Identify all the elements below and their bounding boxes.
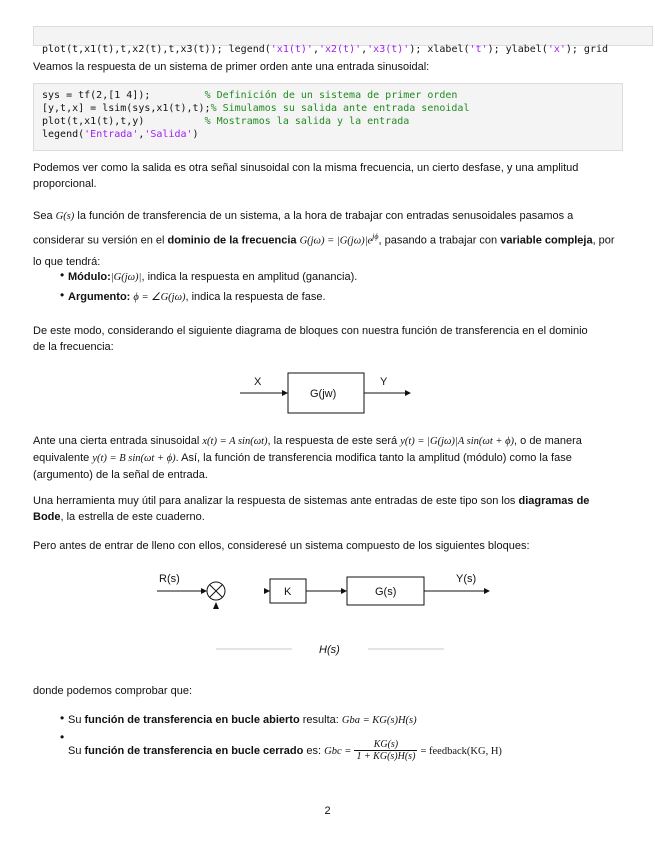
- code-string: 'x1(t)': [270, 44, 313, 55]
- code-text: ,: [312, 44, 319, 55]
- math: ϕ = ∠G(jω): [133, 292, 186, 303]
- code-string: 't': [469, 44, 488, 55]
- paragraph-donde: donde podemos comprobar que:: [33, 685, 192, 697]
- label-X: X: [254, 376, 262, 388]
- label-block: G(jw): [310, 388, 337, 400]
- label-Y: Y: [380, 376, 388, 388]
- bullet-icon: •: [60, 730, 65, 744]
- text: , la respuesta de este será: [267, 435, 401, 447]
- text: , indica la respuesta de fase.: [185, 291, 326, 303]
- bullet-icon: •: [60, 288, 65, 302]
- math-gba: Gba = KG(s)H(s): [341, 715, 417, 726]
- bold-label: Módulo:: [68, 271, 111, 283]
- label-K: K: [284, 586, 292, 598]
- math-G: G(s): [55, 211, 75, 222]
- bullet-bucle-abierto: [60, 711, 417, 728]
- bullet-argumento: [60, 288, 326, 305]
- code-string: 'Salida': [144, 129, 193, 140]
- code-text: ); grid: [565, 44, 609, 55]
- fraction-denominator: 1 + KG(s)H(s): [356, 751, 416, 762]
- code-comment-2: % Simulamos su salida ante entrada senoidal: [210, 103, 470, 114]
- bold-cerrado: función de transferencia en bucle cerrado: [84, 745, 304, 758]
- math-sup: jϕ: [372, 232, 379, 241]
- fraction: [354, 739, 417, 762]
- bullet-icon: •: [60, 268, 65, 282]
- bullet-icon: •: [60, 711, 65, 725]
- code-block-lsim: [33, 83, 623, 151]
- label-R: R(s): [159, 573, 180, 585]
- paragraph-pero: Pero antes de entrar de lleno con ellos, consideresé un sistema compuesto de los siguientes bloques:: [33, 540, 530, 552]
- paragraph-salida: Podemos ver como la salida es otra señal sinusoidal con la misma frecuencia, un cierto desfase, y una amplitud proporcional.: [33, 162, 579, 190]
- paragraph-sea: [33, 206, 623, 272]
- code-string: 'x': [547, 44, 566, 55]
- bold-dominio: dominio de la frecuencia: [167, 234, 297, 247]
- code-comment-3: % Mostramos la salida y la entrada: [204, 116, 410, 127]
- code-line-1: sys = tf(2,[1 4]);: [42, 90, 205, 101]
- code-text: plot(t,x1(t),t,x2(t),t,x3(t)); legend(: [42, 44, 271, 55]
- math-feedback: = feedback(KG, H): [420, 746, 502, 758]
- fraction-numerator: KG(s): [354, 739, 417, 751]
- code-string: 'Entrada': [84, 129, 139, 140]
- text: , pasando a trabajar con: [378, 234, 501, 247]
- bullet-bucle-cerrado: [60, 730, 502, 762]
- math-gbc: Gbc =: [324, 746, 352, 758]
- code-text: ): [192, 129, 199, 140]
- bullet-modulo: [60, 268, 358, 285]
- text: , indica la respuesta en amplitud (ganancia).: [141, 271, 358, 283]
- text: , la estrella de este cuaderno.: [60, 511, 205, 523]
- block-diagram-2: [0, 565, 655, 665]
- bold-label: Argumento:: [68, 291, 131, 303]
- code-text: ); xlabel(: [409, 44, 470, 55]
- text: Su: [68, 714, 85, 726]
- code-line-3: plot(t,x1(t),t,y): [42, 116, 205, 127]
- bold-bode: diagramas de Bode: [33, 495, 590, 523]
- text: . Así, la función de transferencia modifica tanto la amplitud (módulo) como la fase (argumento) de la señal de entrada.: [33, 452, 572, 481]
- label-Gs: G(s): [375, 586, 397, 598]
- bold-abierto: función de transferencia en bucle abierto: [84, 714, 300, 726]
- page-number: 2: [324, 805, 331, 817]
- code-block-plot: [33, 26, 653, 55]
- text: Una herramienta muy útil para analizar la respuesta de sistemas ante entradas de este tipo son los: [33, 495, 519, 507]
- code-comment-1: % Definición de un sistema de primer orden: [204, 90, 458, 101]
- text: , o de manera equivalente: [33, 435, 582, 464]
- code-line-2: [y,t,x] = lsim(sys,x1(t),t);: [42, 103, 211, 114]
- bold-variable: variable compleja: [500, 234, 593, 247]
- math-Gjw: G(jω) = |G(jω)|e: [299, 235, 373, 247]
- label-Hs: H(s): [319, 644, 340, 656]
- code-text: ); ylabel(: [487, 44, 548, 55]
- math: |G(jω)|: [110, 272, 142, 283]
- paragraph-modo: De este modo, considerando el siguiente diagrama de bloques con nuestra función de transferencia en el dominio de la frecuencia:: [33, 325, 588, 353]
- label-Ys: Y(s): [456, 573, 477, 585]
- text: la función de transferencia de un sistema, a la hora de trabajar con entradas senusoidales pasamos a considerar su versión en el: [33, 210, 574, 247]
- code-string: 'x3(t)': [367, 44, 410, 55]
- text: Ante una cierta entrada sinusoidal: [33, 435, 203, 447]
- paragraph-ante: [33, 433, 623, 484]
- block-diagram-1: [0, 365, 655, 425]
- math-y: y(t) = |G(jω)|A sin(ωt + ϕ): [400, 436, 515, 447]
- text: resulta:: [299, 714, 342, 726]
- code-text: ,: [361, 44, 368, 55]
- code-string: 'x2(t)': [318, 44, 362, 55]
- code-line-4: legend(: [42, 129, 85, 140]
- text: , por lo que tendrá:: [33, 234, 615, 268]
- text: es:: [303, 745, 325, 758]
- math-y2: y(t) = B sin(ωt + ϕ): [92, 453, 176, 464]
- text: Sea: [33, 210, 56, 222]
- code-text: ,: [138, 129, 145, 140]
- math-x: x(t) = A sin(ωt): [202, 436, 268, 447]
- paragraph-herramienta: [33, 493, 623, 525]
- text: Su: [68, 745, 85, 758]
- paragraph-intro: Veamos la respuesta de un sistema de primer orden ante una entrada sinusoidal:: [33, 61, 430, 73]
